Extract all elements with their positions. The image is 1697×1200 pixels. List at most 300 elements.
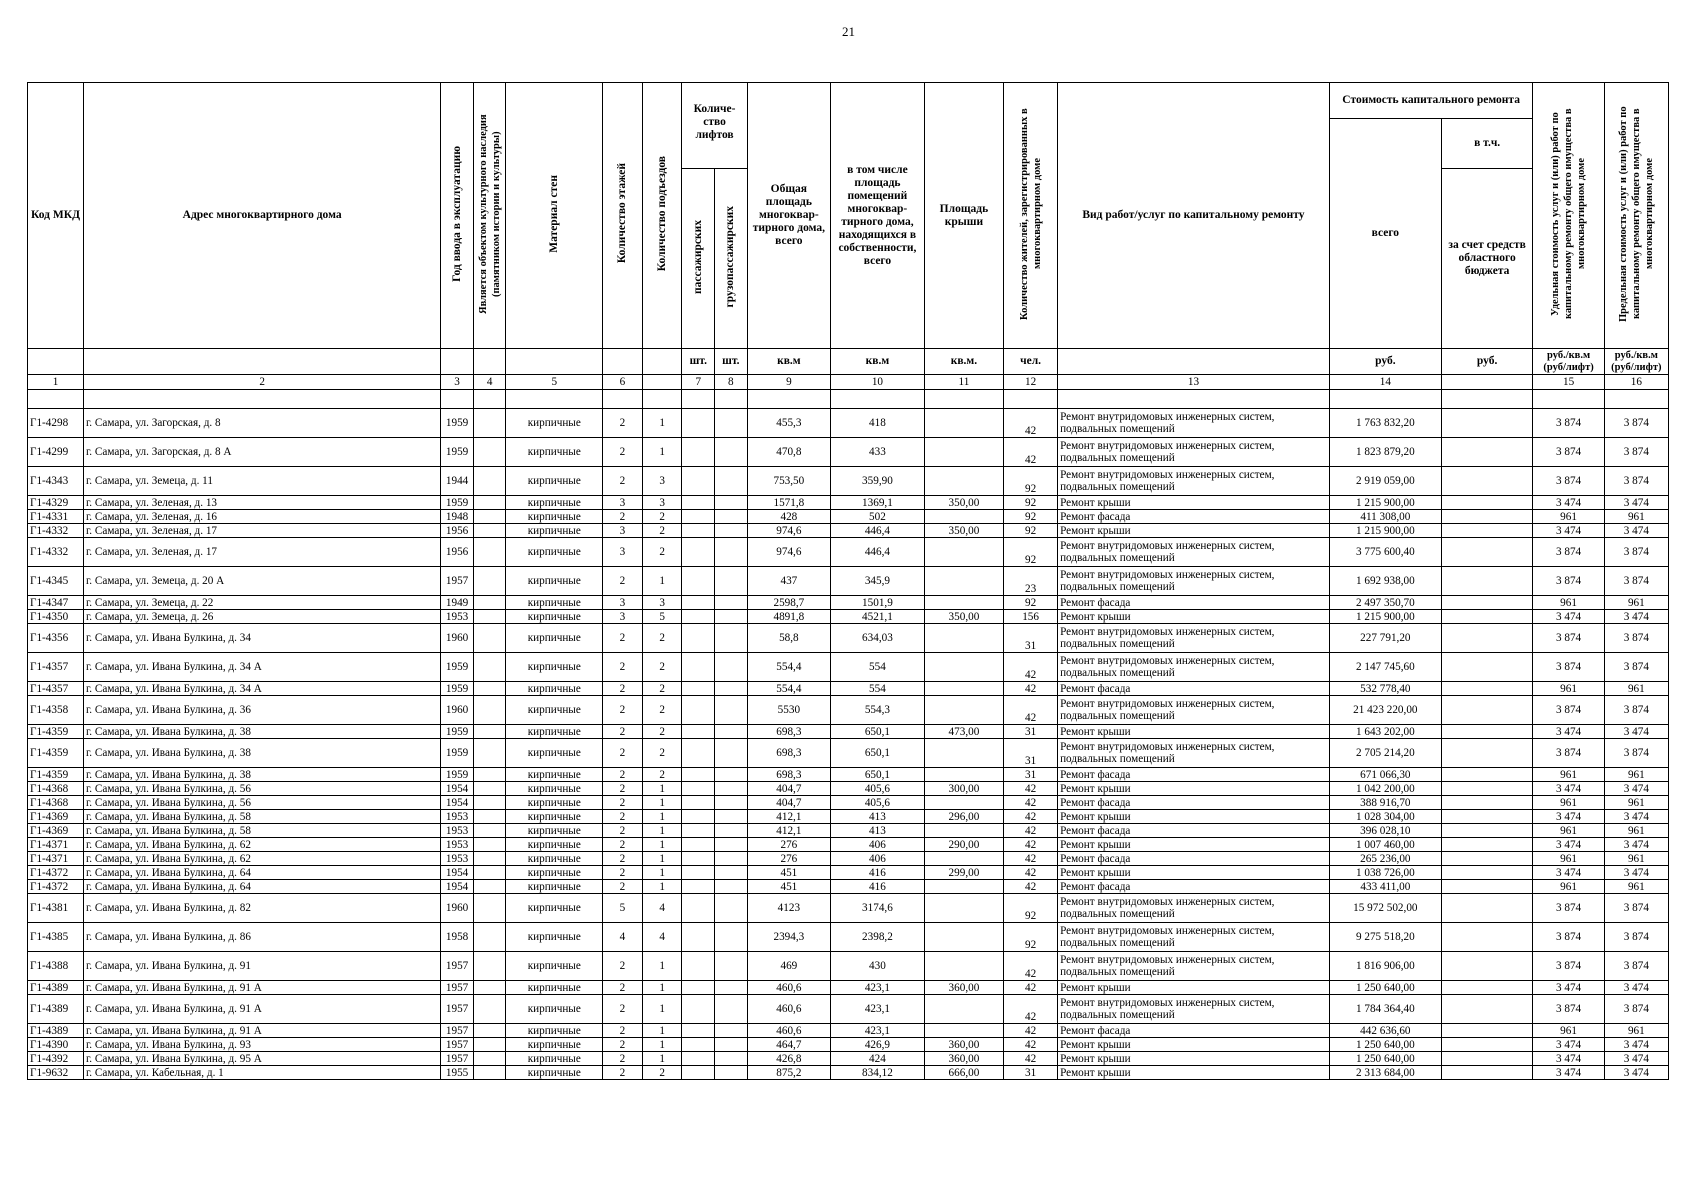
cell-roof-area — [924, 796, 1003, 810]
cell-walls: кирпичные — [506, 496, 603, 510]
cell-address: г. Самара, ул. Ивана Булкина, д. 93 — [83, 1038, 440, 1052]
cell-address: г. Самара, ул. Зеленая, д. 16 — [83, 510, 440, 524]
cell-lifts-cargo — [715, 725, 748, 739]
cell-roof-area — [924, 438, 1003, 467]
cell-owned-area: 423,1 — [831, 1024, 925, 1038]
table-row — [28, 567, 1669, 596]
cell-floors: 2 — [603, 852, 643, 866]
cell-max-cost: 961 — [1604, 596, 1668, 610]
cell-cost-regional — [1441, 438, 1533, 467]
cell-total-area: 58,8 — [747, 624, 830, 653]
cell-roof-area — [924, 739, 1003, 768]
cell-lifts-pass — [682, 952, 715, 981]
cell-work-type: Ремонт крыши — [1058, 496, 1330, 510]
cell-walls: кирпичные — [506, 567, 603, 596]
cell-cost-total: 1 215 900,00 — [1329, 496, 1441, 510]
cell-residents: 42 — [1004, 1024, 1058, 1038]
cell-year: 1959 — [441, 739, 474, 768]
cell-cost-total: 1 038 726,00 — [1329, 866, 1441, 880]
cell-owned-area: 345,9 — [831, 567, 925, 596]
cell-unit-cost: 3 474 — [1533, 1038, 1604, 1052]
hdr-cost-total: всего — [1329, 119, 1441, 349]
cell-lifts-cargo — [715, 838, 748, 852]
cell-unit-cost: 961 — [1533, 1024, 1604, 1038]
cell-walls: кирпичные — [506, 696, 603, 725]
cell-roof-area: 300,00 — [924, 782, 1003, 796]
cell-unit-cost: 961 — [1533, 852, 1604, 866]
cell-cost-total: 388 916,70 — [1329, 796, 1441, 810]
cell-owned-area: 418 — [831, 409, 925, 438]
cell-roof-area — [924, 995, 1003, 1024]
cell-entrances: 2 — [642, 1066, 682, 1080]
cell-address: г. Самара, ул. Ивана Булкина, д. 82 — [83, 894, 440, 923]
cell-floors: 2 — [603, 838, 643, 852]
cell-max-cost: 3 474 — [1604, 1052, 1668, 1066]
cell-residents: 92 — [1004, 538, 1058, 567]
cell-lifts-cargo — [715, 952, 748, 981]
table-row — [28, 739, 1669, 768]
hdr-lifts-cargo: грузопассажирских — [715, 169, 748, 349]
cell-entrances: 2 — [642, 768, 682, 782]
cell-unit-cost: 961 — [1533, 596, 1604, 610]
cell-cost-regional — [1441, 510, 1533, 524]
cell-code: Г1-9632 — [28, 1066, 84, 1080]
cell-walls: кирпичные — [506, 409, 603, 438]
cell-cost-total: 442 636,60 — [1329, 1024, 1441, 1038]
cell-total-area: 698,3 — [747, 725, 830, 739]
cell-total-area: 412,1 — [747, 824, 830, 838]
cell-address: г. Самара, ул. Зеленая, д. 17 — [83, 538, 440, 567]
cell-owned-area: 416 — [831, 866, 925, 880]
column-number: 11 — [924, 375, 1003, 390]
cell-roof-area — [924, 409, 1003, 438]
hdr-floors: Количество этажей — [603, 83, 643, 349]
cell-heritage — [473, 467, 506, 496]
cell-total-area: 460,6 — [747, 1024, 830, 1038]
cell-lifts-cargo — [715, 1066, 748, 1080]
cell-lifts-pass — [682, 682, 715, 696]
cell-cost-total: 227 791,20 — [1329, 624, 1441, 653]
cell-unit-cost: 3 474 — [1533, 866, 1604, 880]
cell-heritage — [473, 510, 506, 524]
cell-owned-area: 433 — [831, 438, 925, 467]
cell-unit-cost: 3 874 — [1533, 653, 1604, 682]
cell-cost-regional — [1441, 782, 1533, 796]
cell-unit-cost: 3 874 — [1533, 538, 1604, 567]
cell-max-cost: 961 — [1604, 824, 1668, 838]
column-number: 2 — [83, 375, 440, 390]
cell-max-cost: 3 474 — [1604, 1066, 1668, 1080]
cell-unit-cost: 3 474 — [1533, 610, 1604, 624]
cell-heritage — [473, 1038, 506, 1052]
cell-work-type: Ремонт внутридомовых инженерных систем, подвальных помещений — [1058, 696, 1330, 725]
cell-max-cost: 961 — [1604, 510, 1668, 524]
cell-cost-regional — [1441, 852, 1533, 866]
cell-floors: 3 — [603, 524, 643, 538]
hdr-heritage: Является объектом культурного наследия (памятником истории и культуры) — [473, 83, 506, 349]
cell-floors: 5 — [603, 894, 643, 923]
cell-entrances: 1 — [642, 852, 682, 866]
table-row — [28, 768, 1669, 782]
cell-total-area: 428 — [747, 510, 830, 524]
cell-code: Г1-4381 — [28, 894, 84, 923]
cell-cost-total: 396 028,10 — [1329, 824, 1441, 838]
cell-code: Г1-4359 — [28, 725, 84, 739]
cell-floors: 2 — [603, 952, 643, 981]
cell-max-cost: 3 874 — [1604, 696, 1668, 725]
hdr-max-cost: Предельная стоимость услуг и (или) работ по капитальному ремонту общего имущества в многоквартирном доме — [1604, 83, 1668, 349]
cell-cost-regional — [1441, 923, 1533, 952]
cell-owned-area: 426,9 — [831, 1038, 925, 1052]
cell-cost-total: 15 972 502,00 — [1329, 894, 1441, 923]
cell-owned-area: 423,1 — [831, 995, 925, 1024]
cell-walls: кирпичные — [506, 880, 603, 894]
cell-entrances: 3 — [642, 596, 682, 610]
cell-floors: 3 — [603, 538, 643, 567]
cell-code: Г1-4368 — [28, 782, 84, 796]
cell-roof-area — [924, 1024, 1003, 1038]
table-row — [28, 1038, 1669, 1052]
cell-owned-area: 446,4 — [831, 538, 925, 567]
cell-walls: кирпичные — [506, 923, 603, 952]
cell-floors: 2 — [603, 696, 643, 725]
cell-roof-area — [924, 510, 1003, 524]
cell-max-cost: 3 874 — [1604, 923, 1668, 952]
cell-cost-total: 1 042 200,00 — [1329, 782, 1441, 796]
cell-roof-area — [924, 768, 1003, 782]
cell-residents: 92 — [1004, 524, 1058, 538]
cell-walls: кирпичные — [506, 796, 603, 810]
cell-heritage — [473, 880, 506, 894]
cell-floors: 2 — [603, 768, 643, 782]
cell-max-cost: 3 874 — [1604, 538, 1668, 567]
cell-roof-area: 350,00 — [924, 610, 1003, 624]
cell-heritage — [473, 796, 506, 810]
cell-entrances: 1 — [642, 981, 682, 995]
unit-pcs-1: шт. — [682, 349, 715, 375]
cell-address: г. Самара, ул. Загорская, д. 8 — [83, 409, 440, 438]
cell-code: Г1-4332 — [28, 538, 84, 567]
cell-code: Г1-4345 — [28, 567, 84, 596]
cell-lifts-pass — [682, 866, 715, 880]
table-row — [28, 467, 1669, 496]
cell-walls: кирпичные — [506, 653, 603, 682]
cell-owned-area: 834,12 — [831, 1066, 925, 1080]
cell-unit-cost: 3 474 — [1533, 782, 1604, 796]
cell-year: 1955 — [441, 1066, 474, 1080]
cell-walls: кирпичные — [506, 838, 603, 852]
cell-max-cost: 3 474 — [1604, 725, 1668, 739]
cell-floors: 2 — [603, 409, 643, 438]
cell-cost-regional — [1441, 1066, 1533, 1080]
table-row — [28, 1052, 1669, 1066]
cell-max-cost: 3 874 — [1604, 653, 1668, 682]
cell-lifts-pass — [682, 810, 715, 824]
cell-address: г. Самара, ул. Ивана Булкина, д. 95 А — [83, 1052, 440, 1066]
cell-residents: 31 — [1004, 768, 1058, 782]
unit-sqm-3: кв.м. — [924, 349, 1003, 375]
cell-floors: 2 — [603, 725, 643, 739]
cell-entrances: 2 — [642, 682, 682, 696]
cell-floors: 2 — [603, 995, 643, 1024]
cell-entrances: 1 — [642, 438, 682, 467]
cell-work-type: Ремонт фасада — [1058, 1024, 1330, 1038]
cell-heritage — [473, 768, 506, 782]
cell-heritage — [473, 610, 506, 624]
cell-total-area: 875,2 — [747, 1066, 830, 1080]
cell-floors: 2 — [603, 739, 643, 768]
cell-lifts-pass — [682, 782, 715, 796]
cell-residents: 92 — [1004, 467, 1058, 496]
cell-heritage — [473, 725, 506, 739]
cell-cost-regional — [1441, 768, 1533, 782]
cell-code: Г1-4369 — [28, 824, 84, 838]
cell-lifts-cargo — [715, 739, 748, 768]
unit-rate-1: руб./кв.м (руб/лифт) — [1533, 349, 1604, 375]
cell-roof-area: 299,00 — [924, 866, 1003, 880]
cell-lifts-pass — [682, 923, 715, 952]
cell-lifts-pass — [682, 624, 715, 653]
cell-unit-cost: 3 874 — [1533, 952, 1604, 981]
cell-year: 1948 — [441, 510, 474, 524]
cell-owned-area: 502 — [831, 510, 925, 524]
cell-residents: 156 — [1004, 610, 1058, 624]
cell-cost-regional — [1441, 810, 1533, 824]
column-number: 6 — [603, 375, 643, 390]
cell-lifts-cargo — [715, 696, 748, 725]
cell-work-type: Ремонт внутридомовых инженерных систем, подвальных помещений — [1058, 995, 1330, 1024]
cell-walls: кирпичные — [506, 1052, 603, 1066]
cell-heritage — [473, 696, 506, 725]
cell-code: Г1-4389 — [28, 1024, 84, 1038]
cell-walls: кирпичные — [506, 538, 603, 567]
cell-code: Г1-4347 — [28, 596, 84, 610]
cell-unit-cost: 3 474 — [1533, 1052, 1604, 1066]
cell-heritage — [473, 524, 506, 538]
cell-lifts-cargo — [715, 510, 748, 524]
cell-total-area: 470,8 — [747, 438, 830, 467]
cell-owned-area: 405,6 — [831, 782, 925, 796]
cell-floors: 2 — [603, 810, 643, 824]
cell-owned-area: 4521,1 — [831, 610, 925, 624]
cell-entrances: 3 — [642, 496, 682, 510]
cell-lifts-cargo — [715, 1038, 748, 1052]
cell-cost-regional — [1441, 567, 1533, 596]
cell-lifts-pass — [682, 852, 715, 866]
cell-floors: 2 — [603, 510, 643, 524]
cell-entrances: 1 — [642, 1024, 682, 1038]
cell-total-area: 4123 — [747, 894, 830, 923]
cell-lifts-pass — [682, 995, 715, 1024]
cell-owned-area: 650,1 — [831, 768, 925, 782]
cell-lifts-pass — [682, 409, 715, 438]
hdr-unit-cost: Удельная стоимость услуг и (или) работ по капитальному ремонту общего имущества в многоквартирном доме — [1533, 83, 1604, 349]
cell-total-area: 460,6 — [747, 981, 830, 995]
cell-max-cost: 3 474 — [1604, 810, 1668, 824]
cell-floors: 3 — [603, 610, 643, 624]
cell-roof-area — [924, 880, 1003, 894]
cell-heritage — [473, 995, 506, 1024]
cell-unit-cost: 3 874 — [1533, 467, 1604, 496]
cell-max-cost: 3 874 — [1604, 894, 1668, 923]
cell-lifts-pass — [682, 880, 715, 894]
cell-roof-area — [924, 467, 1003, 496]
cell-code: Г1-4357 — [28, 682, 84, 696]
cell-work-type: Ремонт крыши — [1058, 810, 1330, 824]
cell-max-cost: 3 874 — [1604, 624, 1668, 653]
hdr-incl: в т.ч. — [1441, 119, 1533, 169]
cell-work-type: Ремонт фасада — [1058, 796, 1330, 810]
cell-entrances: 1 — [642, 409, 682, 438]
cell-year: 1959 — [441, 496, 474, 510]
cell-residents: 42 — [1004, 838, 1058, 852]
cell-walls: кирпичные — [506, 768, 603, 782]
cell-lifts-cargo — [715, 981, 748, 995]
cell-max-cost: 961 — [1604, 796, 1668, 810]
cell-walls: кирпичные — [506, 1024, 603, 1038]
cell-lifts-cargo — [715, 653, 748, 682]
cell-entrances: 4 — [642, 923, 682, 952]
cell-cost-total: 2 497 350,70 — [1329, 596, 1441, 610]
cell-heritage — [473, 1066, 506, 1080]
column-number — [1441, 375, 1533, 390]
cell-floors: 2 — [603, 1024, 643, 1038]
cell-code: Г1-4358 — [28, 696, 84, 725]
cell-unit-cost: 3 474 — [1533, 496, 1604, 510]
cell-roof-area — [924, 682, 1003, 696]
cell-lifts-cargo — [715, 467, 748, 496]
cell-work-type: Ремонт внутридомовых инженерных систем, подвальных помещений — [1058, 567, 1330, 596]
cell-walls: кирпичные — [506, 866, 603, 880]
hdr-code: Код МКД — [28, 83, 84, 349]
table-row — [28, 852, 1669, 866]
cell-cost-total: 3 775 600,40 — [1329, 538, 1441, 567]
cell-year: 1959 — [441, 682, 474, 696]
cell-heritage — [473, 782, 506, 796]
cell-work-type: Ремонт крыши — [1058, 524, 1330, 538]
cell-cost-regional — [1441, 610, 1533, 624]
cell-unit-cost: 3 474 — [1533, 981, 1604, 995]
cell-code: Г1-4388 — [28, 952, 84, 981]
cell-address: г. Самара, ул. Загорская, д. 8 А — [83, 438, 440, 467]
cell-lifts-pass — [682, 1038, 715, 1052]
cell-code: Г1-4371 — [28, 838, 84, 852]
cell-owned-area: 650,1 — [831, 725, 925, 739]
cell-lifts-pass — [682, 496, 715, 510]
cell-roof-area — [924, 596, 1003, 610]
cell-year: 1953 — [441, 610, 474, 624]
cell-max-cost: 3 474 — [1604, 610, 1668, 624]
cell-roof-area: 350,00 — [924, 524, 1003, 538]
cell-owned-area: 416 — [831, 880, 925, 894]
cell-residents: 42 — [1004, 782, 1058, 796]
cell-lifts-pass — [682, 438, 715, 467]
table-row — [28, 894, 1669, 923]
column-number: 8 — [715, 375, 748, 390]
cell-cost-total: 1 643 202,00 — [1329, 725, 1441, 739]
cell-walls: кирпичные — [506, 524, 603, 538]
cell-year: 1957 — [441, 1052, 474, 1066]
cell-max-cost: 3 874 — [1604, 438, 1668, 467]
cell-lifts-pass — [682, 894, 715, 923]
cell-lifts-pass — [682, 567, 715, 596]
column-number: 10 — [831, 375, 925, 390]
cell-year: 1957 — [441, 981, 474, 995]
cell-cost-total: 1 007 460,00 — [1329, 838, 1441, 852]
cell-total-area: 437 — [747, 567, 830, 596]
cell-address: г. Самара, ул. Ивана Булкина, д. 62 — [83, 852, 440, 866]
cell-work-type: Ремонт крыши — [1058, 981, 1330, 995]
cell-unit-cost: 3 874 — [1533, 438, 1604, 467]
table-row — [28, 824, 1669, 838]
cell-walls: кирпичные — [506, 824, 603, 838]
cell-cost-regional — [1441, 467, 1533, 496]
cell-floors: 2 — [603, 467, 643, 496]
cell-residents: 42 — [1004, 696, 1058, 725]
cell-entrances: 2 — [642, 653, 682, 682]
cell-owned-area: 413 — [831, 824, 925, 838]
cell-floors: 2 — [603, 782, 643, 796]
cell-owned-area: 405,6 — [831, 796, 925, 810]
cell-work-type: Ремонт внутридомовых инженерных систем, подвальных помещений — [1058, 409, 1330, 438]
cell-heritage — [473, 438, 506, 467]
cell-cost-total: 2 147 745,60 — [1329, 653, 1441, 682]
table-row — [28, 596, 1669, 610]
cell-code: Г1-4371 — [28, 852, 84, 866]
cell-lifts-pass — [682, 467, 715, 496]
cell-max-cost: 3 874 — [1604, 567, 1668, 596]
table-row — [28, 682, 1669, 696]
cell-code: Г1-4372 — [28, 866, 84, 880]
cell-lifts-cargo — [715, 438, 748, 467]
cell-address: г. Самара, ул. Ивана Булкина, д. 58 — [83, 824, 440, 838]
cell-lifts-pass — [682, 739, 715, 768]
table-row — [28, 610, 1669, 624]
cell-cost-total: 1 784 364,40 — [1329, 995, 1441, 1024]
cell-residents: 42 — [1004, 952, 1058, 981]
table-row — [28, 725, 1669, 739]
cell-entrances: 1 — [642, 880, 682, 894]
cell-owned-area: 1369,1 — [831, 496, 925, 510]
cell-heritage — [473, 567, 506, 596]
cell-year: 1960 — [441, 696, 474, 725]
cell-work-type: Ремонт внутридомовых инженерных систем, подвальных помещений — [1058, 467, 1330, 496]
cell-walls: кирпичные — [506, 610, 603, 624]
cell-residents: 42 — [1004, 852, 1058, 866]
cell-heritage — [473, 624, 506, 653]
cell-year: 1959 — [441, 653, 474, 682]
cell-lifts-cargo — [715, 1052, 748, 1066]
cell-address: г. Самара, ул. Ивана Булкина, д. 34 А — [83, 653, 440, 682]
cell-entrances: 1 — [642, 810, 682, 824]
cell-code: Г1-4359 — [28, 739, 84, 768]
cell-owned-area: 413 — [831, 810, 925, 824]
cell-residents: 42 — [1004, 409, 1058, 438]
cell-entrances: 5 — [642, 610, 682, 624]
cell-cost-regional — [1441, 894, 1533, 923]
cell-work-type: Ремонт крыши — [1058, 610, 1330, 624]
cell-year: 1960 — [441, 624, 474, 653]
cell-roof-area — [924, 824, 1003, 838]
cell-cost-regional — [1441, 880, 1533, 894]
cell-lifts-cargo — [715, 682, 748, 696]
cell-max-cost: 3 474 — [1604, 1038, 1668, 1052]
cell-residents: 42 — [1004, 866, 1058, 880]
cell-entrances: 4 — [642, 894, 682, 923]
cell-heritage — [473, 1052, 506, 1066]
table-row — [28, 1066, 1669, 1080]
cell-lifts-cargo — [715, 538, 748, 567]
